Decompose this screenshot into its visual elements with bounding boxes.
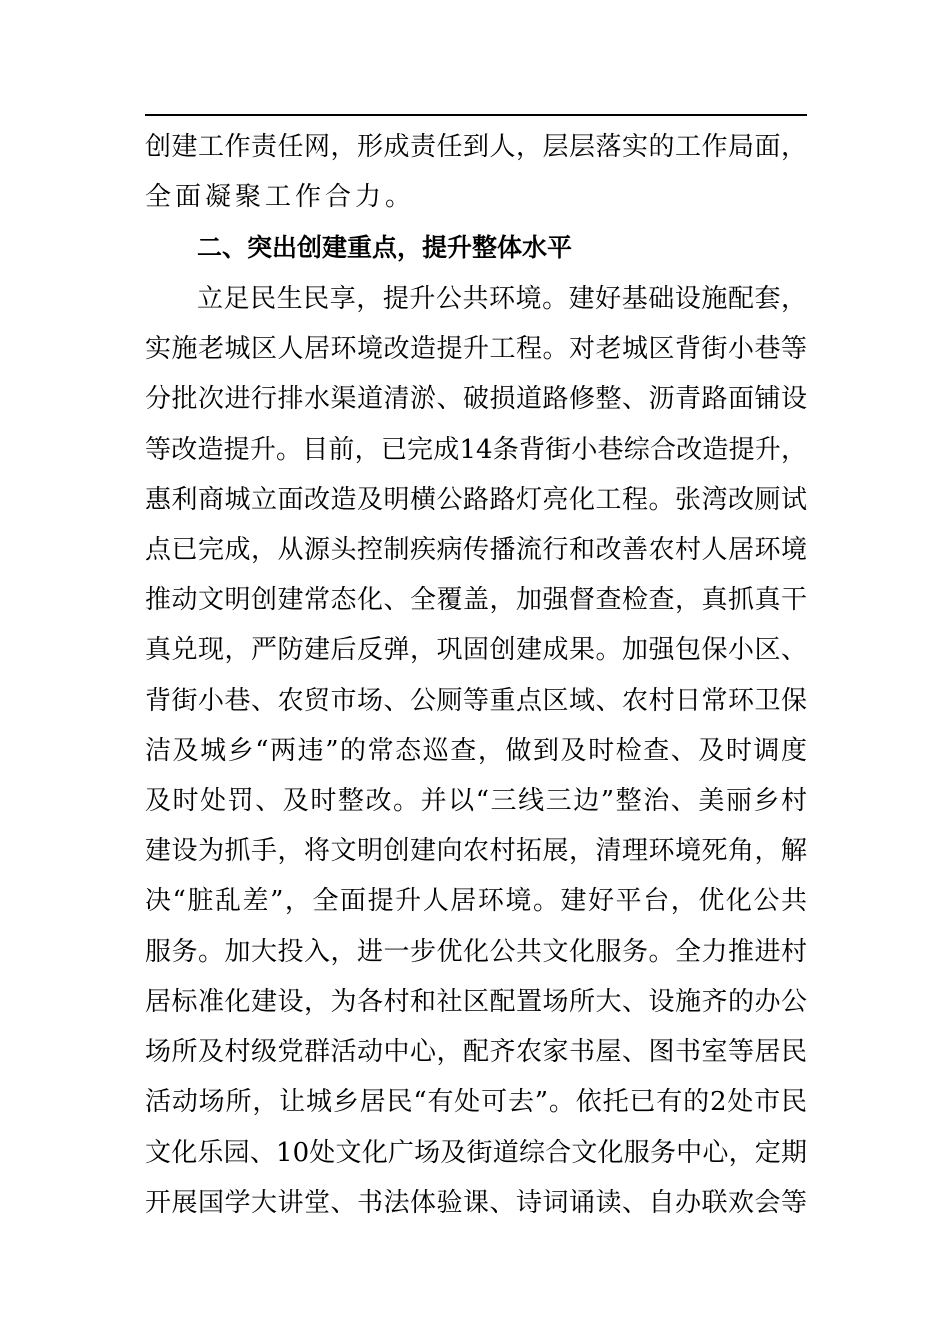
text-line: 全面凝聚工作合力。 <box>145 182 416 212</box>
text-line: 建设为抓手，将文明创建向农村拓展，清理环境死角，解 <box>145 836 807 866</box>
text-line: 实施老城区人居环境改造提升工程。对老城区背街小巷等 <box>145 334 807 364</box>
text-line: 分批次进行排水渠道清淤、破损道路修整、沥青路面铺设 <box>145 384 807 414</box>
text-line: 服务。加大投入，进一步优化公共文化服务。全力推进村 <box>145 937 807 967</box>
header-rule <box>145 114 807 116</box>
text-line: 惠利商城立面改造及明横公路路灯亮化工程。张湾改厕试 <box>145 485 807 515</box>
text-line: 活动场所，让城乡居民“有处可去”。依托已有的2处市民 <box>145 1087 807 1117</box>
section-heading: 二、突出创建重点，提升整体水平 <box>197 233 573 262</box>
text-line: 创建工作责任网，形成责任到人，层层落实的工作局面， <box>145 132 807 162</box>
text-line: 文化乐园、10处文化广场及街道综合文化服务中心，定期 <box>145 1138 807 1168</box>
text-line: 点已完成，从源头控制疾病传播流行和改善农村人居环境 <box>145 535 807 565</box>
text-line: 决“脏乱差”，全面提升人居环境。建好平台，优化公共 <box>145 886 807 916</box>
text-line: 等改造提升。目前，已完成14条背街小巷综合改造提升， <box>145 435 807 465</box>
text-line: 真兑现，严防建后反弹，巩固创建成果。加强包保小区、 <box>145 635 807 665</box>
paragraph-first-line: 立足民生民享，提升公共环境。建好基础设施配套， <box>197 284 807 314</box>
text-line: 推动文明创建常态化、全覆盖，加强督查检查，真抓真干 <box>145 585 807 615</box>
text-line: 场所及村级党群活动中心，配齐农家书屋、图书室等居民 <box>145 1037 807 1067</box>
text-line: 及时处罚、及时整改。并以“三线三边”整治、美丽乡村 <box>145 786 807 816</box>
text-line: 背街小巷、农贸市场、公厕等重点区域、农村日常环卫保 <box>145 686 807 716</box>
text-line: 洁及城乡“两违”的常态巡查，做到及时检查、及时调度 <box>145 736 807 766</box>
text-line: 居标准化建设，为各村和社区配置场所大、设施齐的办公 <box>145 987 807 1017</box>
text-line: 开展国学大讲堂、书法体验课、诗词诵读、自办联欢会等 <box>145 1188 807 1218</box>
